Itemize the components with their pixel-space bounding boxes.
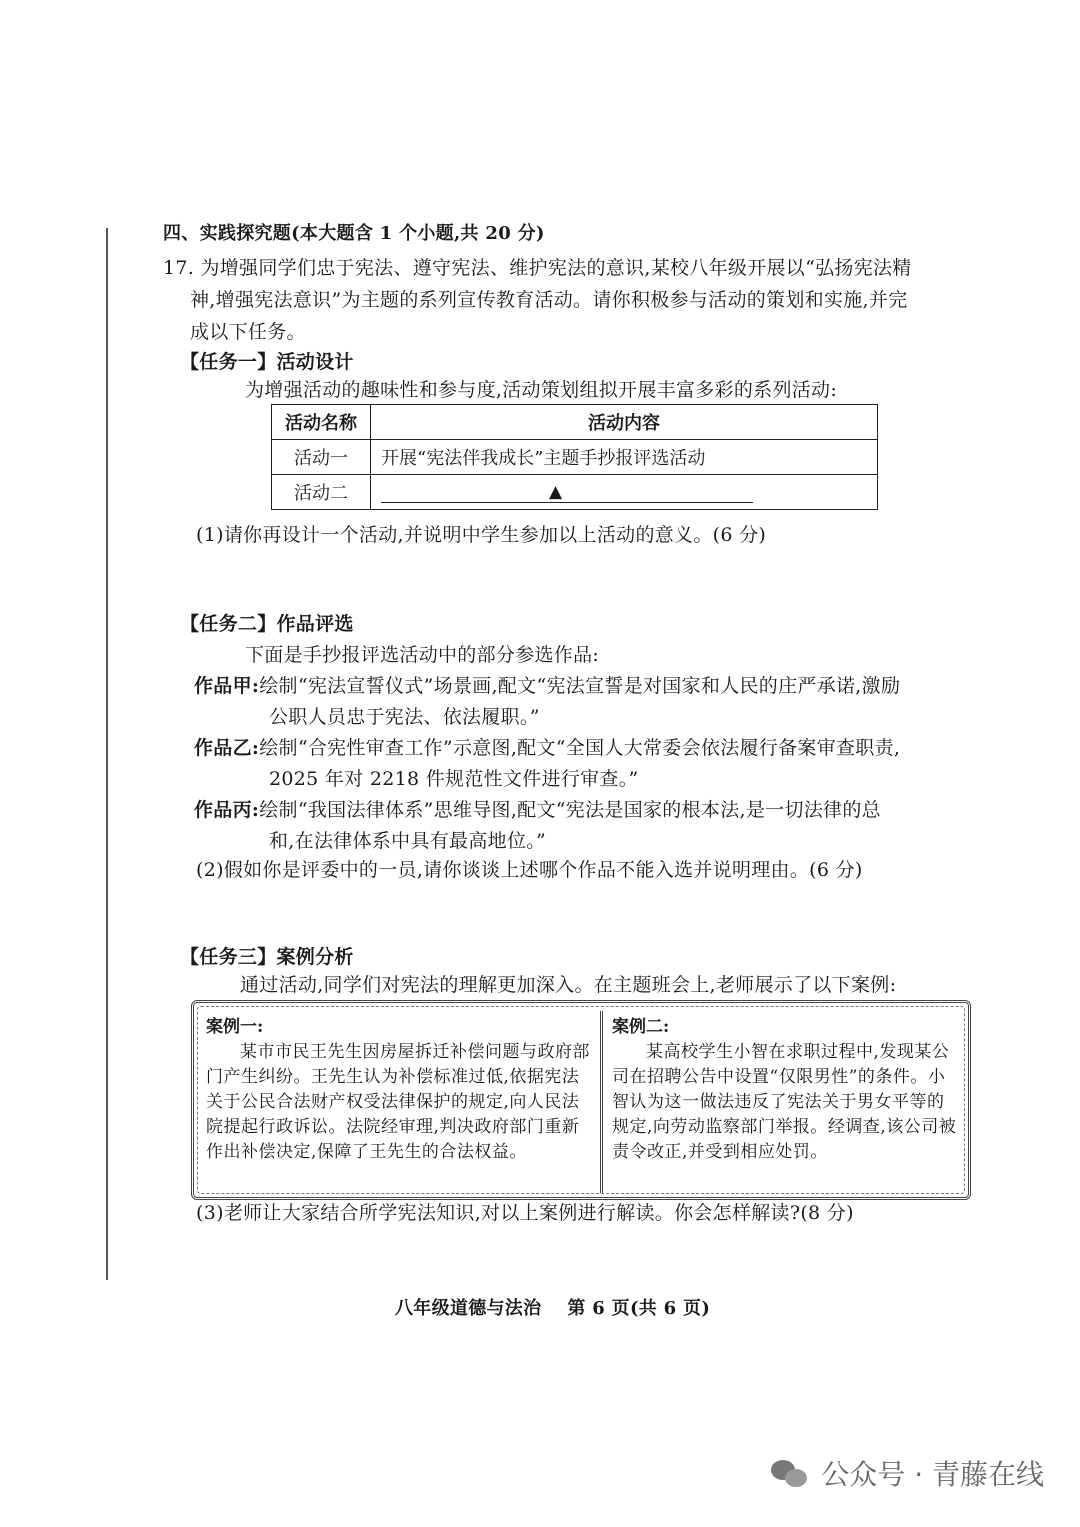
- triangle-icon: ▲: [549, 481, 563, 502]
- case-2: [612, 1015, 958, 1165]
- task1-title: 【任务一】活动设计: [180, 351, 354, 373]
- work-b-line-1: [194, 735, 900, 761]
- work-a-text-1: 绘制“宪法宣誓仪式”场景画,配文“宪法宣誓是对国家和人民的庄严承诺,激励: [259, 675, 901, 697]
- task2-title: 【任务二】作品评选: [180, 613, 354, 635]
- table-row: [272, 475, 878, 510]
- work-c-text-1: 绘制“我国法律体系”思维导图,配文“宪法是国家的根本法,是一切法律的总: [259, 799, 881, 821]
- question-3: (3)老师让大家结合所学宪法知识,对以上案例进行解读。你会怎样解读?(8 分): [196, 1202, 854, 1224]
- table-cell-activity-1-content: 开展“宪法伴我成长”主题手抄报评选活动: [371, 440, 878, 475]
- work-b-text-1: 绘制“合宪性审查工作”示意图,配文“全国人大常委会依法履行备案审查职责,: [259, 737, 901, 759]
- task3-intro: 通过活动,同学们对宪法的理解更加深入。在主题班会上,老师展示了以下案例:: [240, 974, 897, 996]
- work-a-line-1: [194, 673, 900, 699]
- case-divider: [600, 1011, 603, 1193]
- table-header-row: [272, 405, 878, 440]
- task3-title: 【任务三】案例分析: [180, 946, 354, 968]
- work-b-line-2: 2025 年对 2218 件规范性文件进行审查。”: [269, 768, 639, 790]
- work-a-label: 作品甲:: [194, 675, 260, 697]
- work-c-line-2: 和,在法律体系中具有最高地位。”: [269, 830, 547, 852]
- table-cell-activity-2-content: [371, 475, 878, 510]
- table-cell-activity-2-name: 活动二: [272, 475, 371, 510]
- question-line-3: 成以下任务。: [190, 321, 306, 343]
- answer-blank: [381, 482, 753, 503]
- table-row: [272, 440, 878, 475]
- work-b-label: 作品乙:: [194, 737, 260, 759]
- case-1: [206, 1015, 592, 1165]
- section-title: 四、实践探究题(本大题含 1 个小题,共 20 分): [163, 223, 545, 244]
- binding-margin-line: [106, 228, 108, 1280]
- task2-intro: 下面是手抄报评选活动中的部分参选作品:: [245, 644, 600, 666]
- case-1-text: 某市市民王先生因房屋拆迁补偿问题与政府部门产生纠纷。王先生认为补偿标准过低,依据宪法关于公民合法财产权受法律保护的规定,向人民法院提起行政诉讼。法院经审理,判决政府部门重新作出补偿决定,保障了王先生的合法权益。: [206, 1042, 590, 1162]
- case-box: [191, 1000, 971, 1200]
- footer-subject: 八年级道德与法治: [395, 1298, 542, 1319]
- page-footer: [395, 1296, 710, 1322]
- footer-page-number: 第 6 页(共 6 页): [567, 1298, 711, 1319]
- case-2-text: 某高校学生小智在求职过程中,发现某公司在招聘公告中设置“仅限男性”的条件。小智认为这一做法违反了宪法关于男女平等的规定,向劳动监察部门举报。经调查,该公司被责令改正,并受到相应处罚。: [612, 1042, 957, 1162]
- work-c-label: 作品丙:: [194, 799, 260, 821]
- work-c-line-1: [194, 797, 881, 823]
- table-header-name: 活动名称: [272, 405, 371, 440]
- task1-intro: 为增强活动的趣味性和参与度,活动策划组拟开展丰富多彩的系列活动:: [245, 379, 838, 401]
- question-1: (1)请你再设计一个活动,并说明中学生参加以上活动的意义。(6 分): [196, 524, 767, 546]
- table-header-content: 活动内容: [371, 405, 878, 440]
- table-cell-activity-1-name: 活动一: [272, 440, 371, 475]
- work-a-line-2: 公职人员忠于宪法、依法履职。”: [269, 706, 540, 728]
- watermark: [771, 1453, 1044, 1493]
- case-2-title: 案例二:: [612, 1017, 670, 1037]
- question-2: (2)假如你是评委中的一员,请你谈谈上述哪个作品不能入选并说明理由。(6 分): [196, 859, 863, 881]
- wechat-icon: [771, 1458, 811, 1488]
- watermark-text: 公众号 · 青藤在线: [821, 1458, 1044, 1491]
- case-1-title: 案例一:: [206, 1017, 264, 1037]
- question-line-2: 神,增强宪法意识”为主题的系列宣传教育活动。请你积极参与活动的策划和实施,并完: [190, 289, 908, 311]
- question-line-1: 17. 为增强同学们忠于宪法、遵守宪法、维护宪法的意识,某校八年级开展以“弘扬宪法精: [163, 257, 912, 279]
- activity-table: [271, 404, 878, 510]
